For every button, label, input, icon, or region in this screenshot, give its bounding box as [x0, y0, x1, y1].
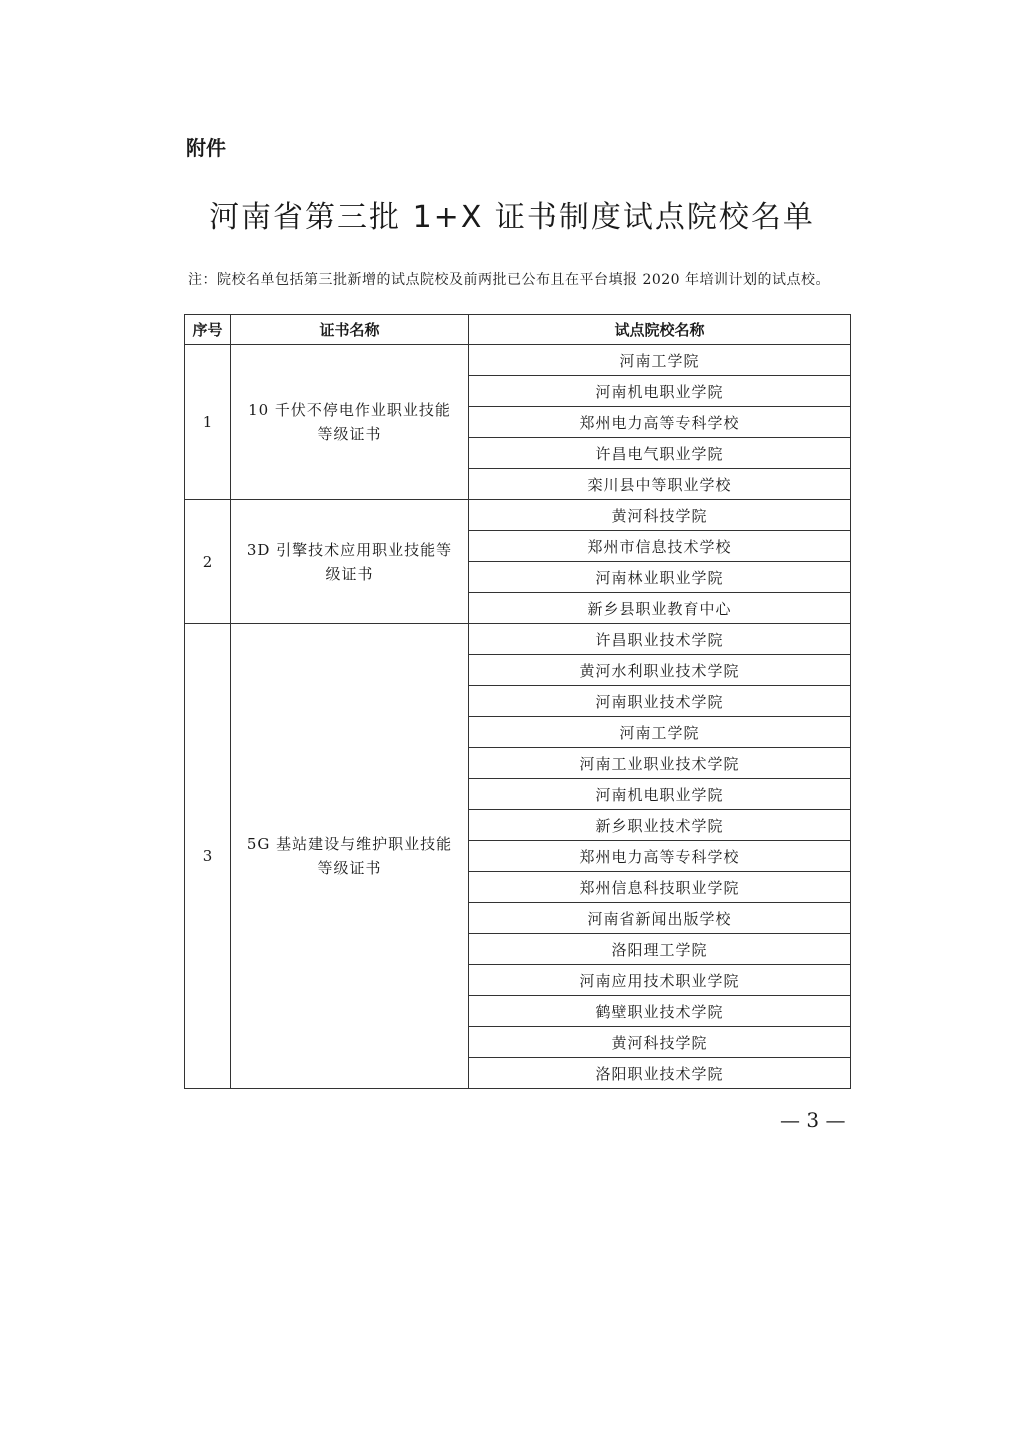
note-text: 注：院校名单包括第三批新增的试点院校及前两批已公布且在平台填报 2020 年培训计划的试点校。	[188, 272, 831, 288]
school-name-cell: 新乡职业技术学院	[469, 810, 851, 841]
school-name-cell: 鹤壁职业技术学院	[469, 996, 851, 1027]
school-name-cell: 河南工学院	[469, 345, 851, 376]
school-name-cell: 栾川县中等职业学校	[469, 469, 851, 500]
school-name-cell: 洛阳理工学院	[469, 934, 851, 965]
school-name-cell: 黄河科技学院	[469, 1027, 851, 1058]
school-name-cell: 许昌电气职业学院	[469, 438, 851, 469]
table-row	[185, 345, 851, 376]
school-name-cell: 新乡县职业教育中心	[469, 593, 851, 624]
table-row	[185, 500, 851, 531]
school-name-cell: 黄河水利职业技术学院	[469, 655, 851, 686]
school-name-cell: 郑州电力高等专科学校	[469, 407, 851, 438]
table-row	[185, 624, 851, 655]
table-header-row	[185, 315, 851, 345]
school-name-cell: 黄河科技学院	[469, 500, 851, 531]
school-name-cell: 河南省新闻出版学校	[469, 903, 851, 934]
row-index-cell: 2	[185, 500, 231, 624]
school-name-cell: 许昌职业技术学院	[469, 624, 851, 655]
column-header-certificate: 证书名称	[231, 315, 469, 345]
table-body	[185, 345, 851, 1089]
school-name-cell: 郑州电力高等专科学校	[469, 841, 851, 872]
row-index-cell: 3	[185, 624, 231, 1089]
certificate-name-cell: 5G 基站建设与维护职业技能等级证书	[231, 624, 469, 1089]
school-name-cell: 河南机电职业学院	[469, 376, 851, 407]
school-name-cell: 河南工学院	[469, 717, 851, 748]
attachment-label: 附件	[186, 136, 226, 160]
pilot-schools-table	[184, 314, 851, 1089]
page-number: — 3 —	[780, 1108, 846, 1132]
school-name-cell: 河南机电职业学院	[469, 779, 851, 810]
certificate-name-cell: 10 千伏不停电作业职业技能等级证书	[231, 345, 469, 500]
school-name-cell: 郑州市信息技术学校	[469, 531, 851, 562]
row-index-cell: 1	[185, 345, 231, 500]
school-name-cell: 河南职业技术学院	[469, 686, 851, 717]
school-name-cell: 河南工业职业技术学院	[469, 748, 851, 779]
column-header-index: 序号	[185, 315, 231, 345]
page-title: 河南省第三批 1+X 证书制度试点院校名单	[209, 200, 815, 235]
school-name-cell: 洛阳职业技术学院	[469, 1058, 851, 1089]
school-name-cell: 郑州信息科技职业学院	[469, 872, 851, 903]
column-header-school: 试点院校名称	[469, 315, 851, 345]
certificate-name-cell: 3D 引擎技术应用职业技能等级证书	[231, 500, 469, 624]
school-name-cell: 河南林业职业学院	[469, 562, 851, 593]
school-name-cell: 河南应用技术职业学院	[469, 965, 851, 996]
